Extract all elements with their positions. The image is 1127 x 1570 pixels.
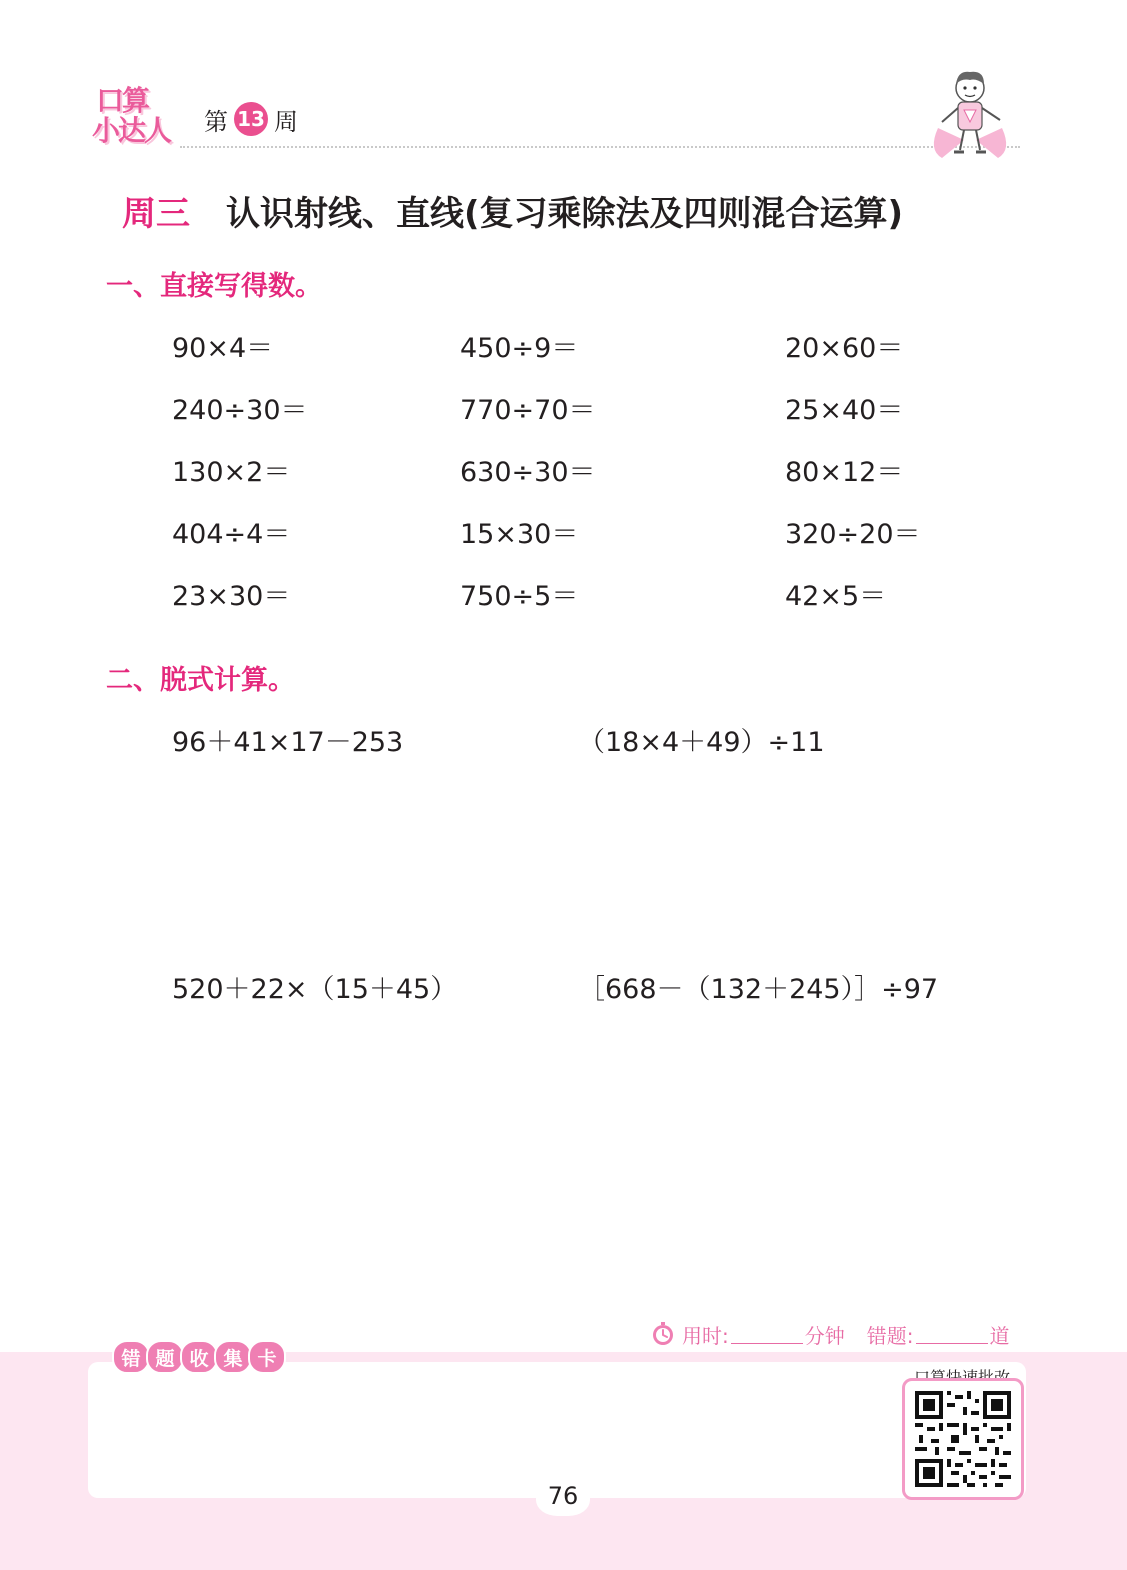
mental-math-item: 320÷20＝ xyxy=(785,519,921,550)
page-number: 76 xyxy=(547,1482,579,1510)
step-calc-item: ［668－（132＋245）］÷97 xyxy=(578,974,939,1005)
lesson-topic: 认识射线、直线(复习乘除法及四则混合运算) xyxy=(226,194,904,234)
step-calc-item: （18×4＋49）÷11 xyxy=(578,727,825,758)
mental-math-item: 15×30＝ xyxy=(460,519,579,550)
mental-math-item: 750÷5＝ xyxy=(460,581,579,612)
lesson-title xyxy=(122,186,903,235)
mental-math-item: 80×12＝ xyxy=(785,457,904,488)
collect-char: 卡 xyxy=(248,1340,286,1374)
section1-heading: 一、直接写得数。 xyxy=(106,271,322,302)
mental-math-item: 630÷30＝ xyxy=(460,457,596,488)
time-tracker xyxy=(650,1318,1010,1350)
mental-math-item: 450÷9＝ xyxy=(460,333,579,364)
time-input-line[interactable] xyxy=(731,1325,803,1344)
section2-heading: 二、脱式计算。 xyxy=(106,665,295,696)
step-calc-item: 520＋22×（15＋45） xyxy=(172,974,458,1005)
mental-math-item: 130×2＝ xyxy=(172,457,291,488)
week-number-badge: 13 xyxy=(234,102,268,136)
step-calc-item: 96＋41×17－253 xyxy=(172,727,404,758)
collect-char: 收 xyxy=(180,1340,218,1374)
logo-line1: 口算 xyxy=(96,84,149,117)
brand-logo xyxy=(92,86,178,152)
collect-char: 题 xyxy=(146,1340,184,1374)
mental-math-item: 42×5＝ xyxy=(785,581,887,612)
qr-code-icon xyxy=(915,1391,1011,1487)
week-suffix: 周 xyxy=(274,107,298,136)
logo-line2: 小达人 xyxy=(92,114,171,147)
mental-math-item: 90×4＝ xyxy=(172,333,274,364)
header-divider xyxy=(180,146,1020,148)
lesson-day: 周三 xyxy=(122,194,190,234)
mental-math-item: 770÷70＝ xyxy=(460,395,596,426)
qr-frame[interactable] xyxy=(902,1378,1024,1500)
week-indicator xyxy=(204,104,298,134)
error-unit: 道 xyxy=(989,1323,1010,1348)
error-input-line[interactable] xyxy=(916,1325,988,1344)
error-collection-label xyxy=(112,1340,282,1370)
time-label: 用时: xyxy=(682,1323,729,1348)
mental-math-item: 20×60＝ xyxy=(785,333,904,364)
mental-math-item: 240÷30＝ xyxy=(172,395,308,426)
collect-char: 集 xyxy=(214,1340,252,1374)
mental-math-item: 404÷4＝ xyxy=(172,519,291,550)
error-label: 错题: xyxy=(866,1323,914,1348)
mascot-icon xyxy=(920,66,1020,162)
collect-char: 错 xyxy=(112,1340,150,1374)
mental-math-item: 25×40＝ xyxy=(785,395,904,426)
time-unit: 分钟 xyxy=(804,1323,845,1348)
mental-math-item: 23×30＝ xyxy=(172,581,291,612)
week-prefix: 第 xyxy=(204,107,228,136)
stopwatch-icon xyxy=(650,1321,676,1347)
